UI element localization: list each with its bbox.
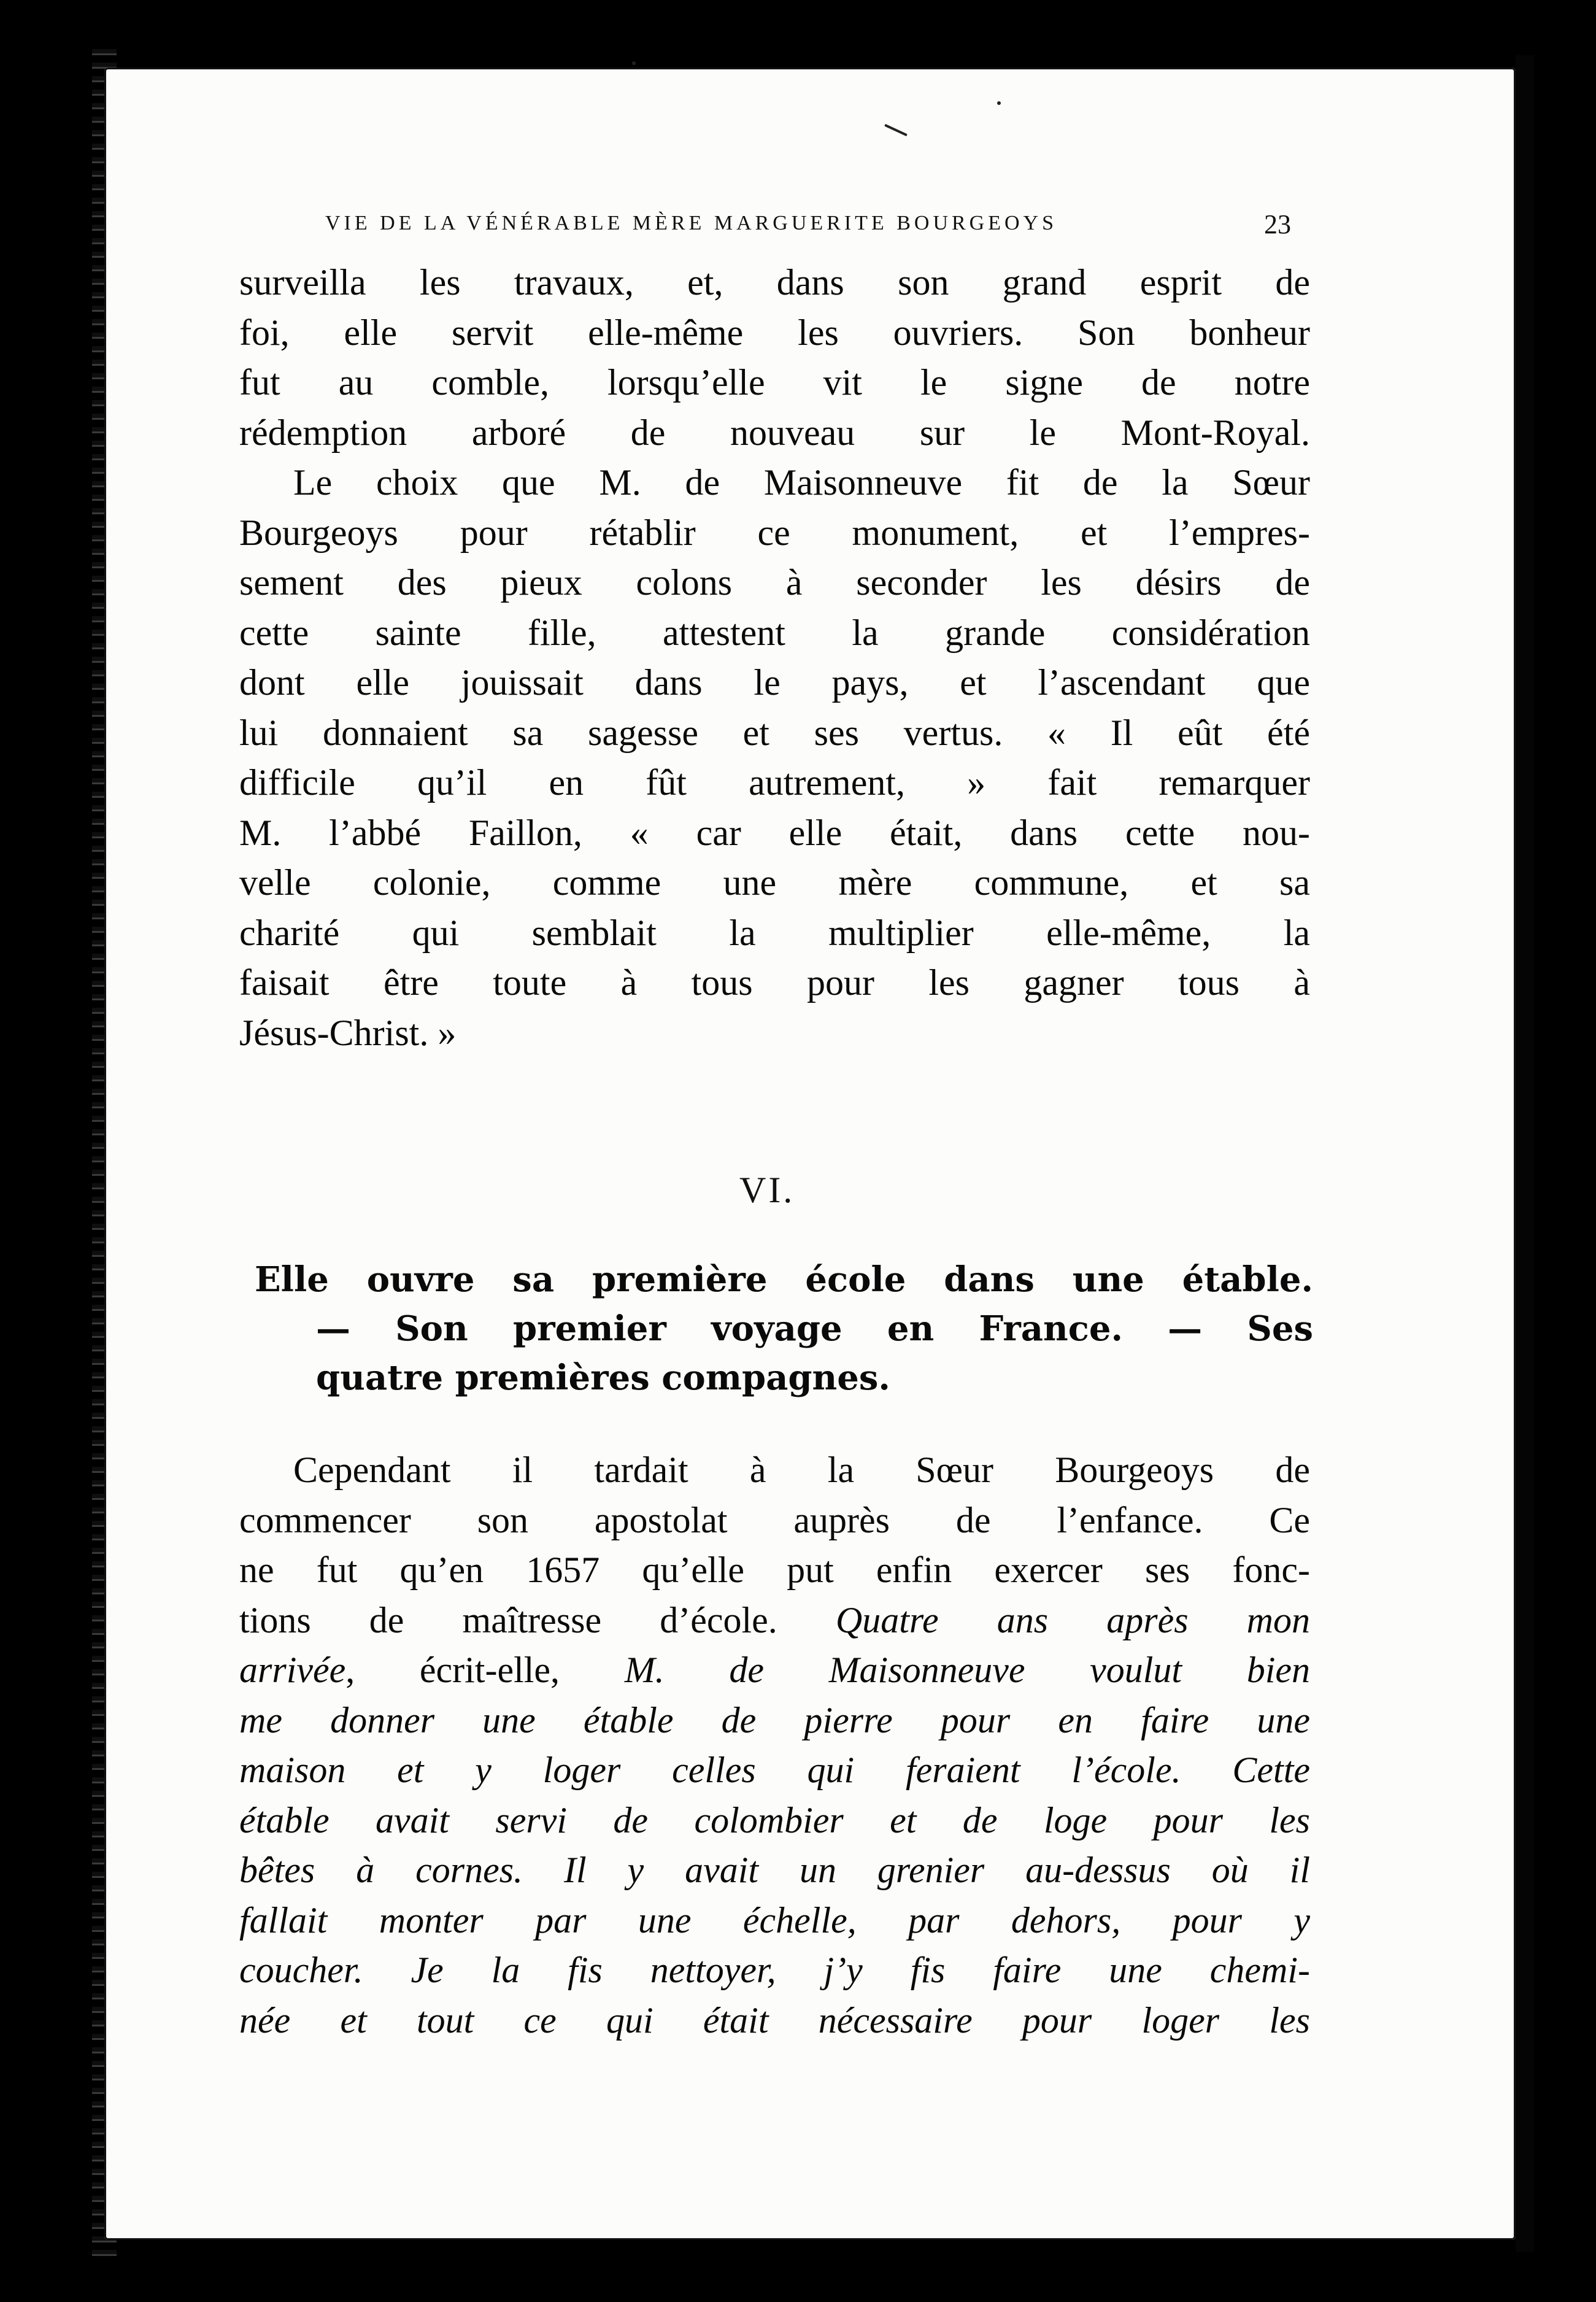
text-line: cette sainte fille, attestent la grande considération [239, 612, 1310, 653]
text-line: Cependant il tardait à la Sœur Bourgeoys de [293, 1450, 1310, 1490]
text-line: commencer son apostolat auprès de l’enfance. Ce [239, 1499, 1310, 1540]
print-speck [632, 61, 636, 65]
text-line: ne fut qu’en 1657 qu’elle put enfin exercer ses fonc- [239, 1550, 1310, 1590]
paragraph-2 [239, 1445, 1310, 2045]
text-line: Jésus-Christ. » [239, 1012, 457, 1053]
text-line: fallait monter par une échelle, par dehors, pour y [239, 1899, 1310, 1941]
heading-line: — Son premier voyage en France. — Ses [316, 1308, 1313, 1349]
text-line: coucher. Je la fis nettoyer, j’y fis faire une chemi- [239, 1950, 1310, 1990]
print-speck [997, 101, 1001, 105]
text-line: M. l’abbé Faillon, « car elle était, dans cette nou- [239, 812, 1310, 853]
text-italic: M. de Maisonneuve voulut bien [624, 1650, 1310, 1690]
text-line: velle colonie, comme une mère commune, et sa [239, 862, 1310, 903]
paragraph-1 [239, 258, 1310, 1058]
text-italic: Quatre ans après mon [835, 1599, 1311, 1640]
text-line: sement des pieux colons à seconder les désirs de [239, 562, 1310, 603]
heading-line: Elle ouvre sa première école dans une étable. [255, 1259, 1313, 1300]
text-line: étable avait servi de colombier et de loge pour les [239, 1799, 1310, 1840]
text-line [239, 1596, 1310, 1646]
text-line: me donner une étable de pierre pour en faire une [239, 1699, 1310, 1740]
text-line: lui donnaient sa sagesse et ses vertus. « Il eût été [239, 712, 1310, 753]
running-head: VIE DE LA VÉNÉRABLE MÈRE MARGUERITE BOURGEOYS [325, 212, 1058, 234]
text-line: née et tout ce qui était nécessaire pour loger les [239, 1999, 1310, 2041]
text-line: faisait être toute à tous pour les gagner tous à [239, 962, 1310, 1003]
text-line: Bourgeoys pour rétablir ce monument, et l’empres- [239, 512, 1310, 553]
text-line: Le choix que M. de Maisonneuve fit de la Sœur [293, 462, 1310, 503]
text-line: maison et y loger celles qui feraient l’école. Cette [239, 1750, 1310, 1790]
text-line: difficile qu’il en fût autrement, » fait remarquer [239, 762, 1310, 803]
text-line: surveilla les travaux, et, dans son grand esprit de [239, 262, 1310, 303]
text-line: rédemption arboré de nouveau sur le Mont-Royal. [239, 412, 1310, 453]
text-line: bêtes à cornes. Il y avait un grenier au-dessus où il [239, 1850, 1310, 1890]
page-right-shadow [1516, 55, 1534, 2252]
section-heading [255, 1255, 1313, 1402]
heading-line: quatre premières compagnes. [316, 1358, 890, 1398]
section-number: VI. [739, 1170, 795, 1210]
text-italic: arrivée [239, 1650, 346, 1690]
text-line: fut au comble, lorsqu’elle vit le signe de notre [239, 362, 1310, 403]
page-number: 23 [1264, 209, 1291, 239]
text-line: dont elle jouissait dans le pays, et l’ascendant que [239, 662, 1310, 703]
text-roman: tions de maîtresse d’école. [239, 1599, 836, 1640]
text-line [239, 1645, 1310, 1696]
text-roman: , écrit-elle, [345, 1650, 625, 1690]
text-line: charité qui semblait la multiplier elle-même, la [239, 912, 1310, 953]
text-line: foi, elle servit elle-même les ouvriers. Son bonheur [239, 312, 1310, 353]
